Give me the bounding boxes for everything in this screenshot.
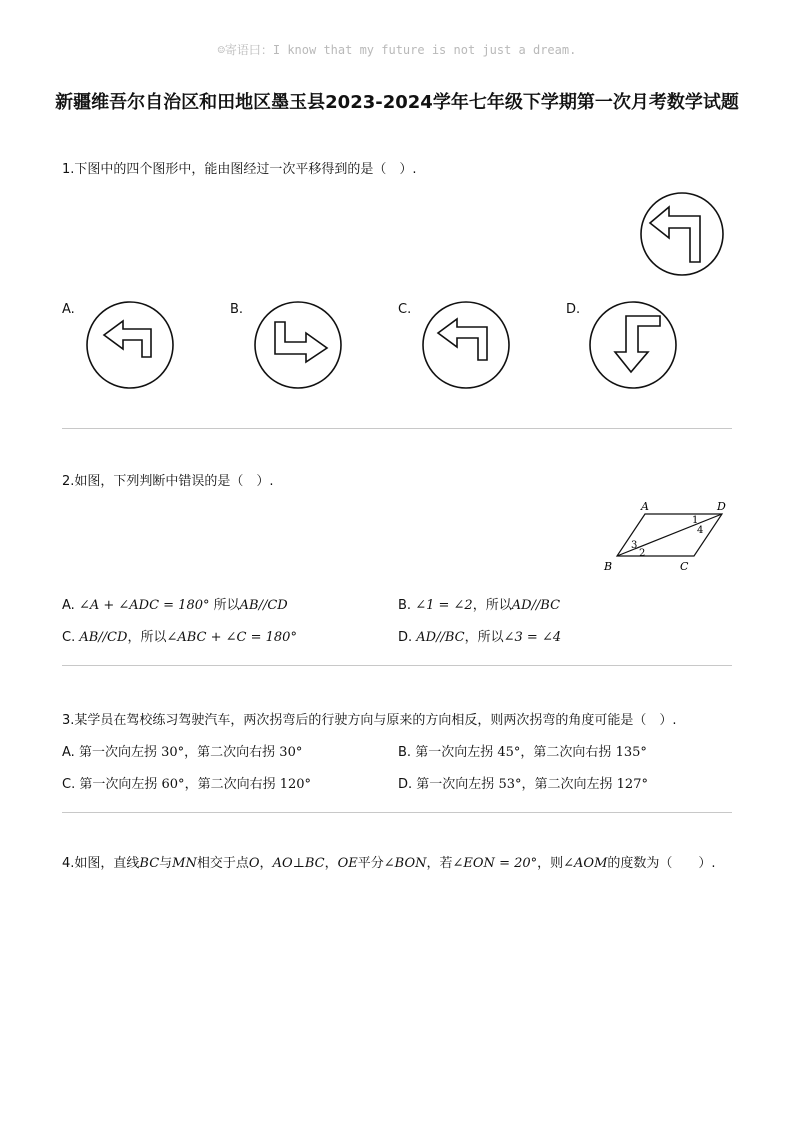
angle-value: 30°: [279, 745, 303, 760]
q2-option-b[interactable]: [398, 594, 560, 613]
q4-text: 相交于点: [196, 856, 249, 871]
q2-option-a[interactable]: [62, 594, 288, 613]
math-expression: AB//CD: [79, 630, 128, 645]
angle-value: 30°: [161, 745, 185, 760]
math-expression: ∠ABC + ∠C = 180°: [166, 630, 297, 645]
option-text: 第一次向左拐: [416, 777, 495, 792]
q3-option-d[interactable]: [398, 773, 648, 792]
option-text: ，所以: [472, 598, 512, 613]
q3-option-c[interactable]: [62, 773, 311, 792]
math-expression: AO⊥BC: [272, 856, 325, 871]
option-label: C.: [62, 630, 76, 645]
option-text: ，所以: [127, 630, 167, 645]
divider: [62, 428, 732, 429]
q4-text: ，: [324, 856, 338, 871]
math-expression: AD//BC: [511, 598, 561, 613]
option-text: 第一次向左拐: [78, 745, 157, 760]
point-c-label: C: [680, 560, 689, 573]
q4-stem: [62, 850, 738, 877]
option-label: A.: [62, 598, 75, 613]
q3-stem: 3.某学员在驾校练习驾驶汽车，两次拐弯后的行驶方向与原来的方向相反，则两次拐弯的角度可能是（ ）.: [62, 713, 677, 728]
math-expression: ∠AOM: [563, 856, 608, 871]
option-text: ，第二次向右拐: [184, 777, 276, 792]
math-expression: MN: [172, 856, 197, 871]
option-label: B.: [398, 598, 412, 613]
option-label: C.: [62, 777, 76, 792]
divider: [62, 665, 732, 666]
q2-option-d[interactable]: [398, 626, 561, 645]
angle-value: 60°: [161, 777, 185, 792]
arrow-turn-left-icon: [438, 319, 487, 360]
angle-value: 127°: [616, 777, 648, 792]
option-label: A.: [62, 745, 75, 760]
q1-option-c-label[interactable]: C.: [398, 302, 412, 317]
q1-reference-figure: [636, 192, 730, 276]
option-text: ，所以: [464, 630, 504, 645]
angle-value: 45°: [497, 745, 521, 760]
q2-option-c[interactable]: [62, 626, 297, 645]
q1-option-a-label[interactable]: A.: [62, 302, 75, 317]
option-text: ，第二次向右拐: [520, 745, 612, 760]
q1-option-c-figure[interactable]: [421, 300, 511, 390]
math-expression: ∠1 = ∠2: [415, 598, 473, 613]
angle-4-label: 4: [697, 525, 704, 536]
option-text: ，第二次向左拐: [521, 777, 613, 792]
q2-stem: 2.如图，下列判断中错误的是（ ）.: [62, 474, 274, 489]
angle-3-label: 3: [631, 540, 638, 551]
page-title: 新疆维吾尔自治区和田地区墨玉县2023-2024学年七年级下学期第一次月考数学试题: [55, 92, 739, 113]
q4-text: ，若: [426, 856, 453, 871]
option-label: B.: [398, 745, 412, 760]
q2-parallelogram-figure: [600, 498, 735, 576]
angle-value: 53°: [498, 777, 522, 792]
q3-option-b[interactable]: [398, 741, 647, 760]
math-expression: ∠A + ∠ADC = 180°: [78, 598, 210, 613]
option-text: 第一次向左拐: [415, 745, 494, 760]
option-label: D.: [398, 630, 413, 645]
angle-1-label: 1: [692, 515, 699, 526]
point-d-label: D: [717, 500, 726, 513]
q1-option-d-figure[interactable]: [588, 300, 678, 390]
math-expression: ∠3 = ∠4: [503, 630, 562, 645]
math-expression: O: [248, 856, 260, 871]
q4-text: 4.如图，直线: [62, 856, 140, 871]
option-label: D.: [398, 777, 413, 792]
q1-reference-circle: [641, 193, 723, 275]
q1-stem: 1.下图中的四个图形中，能由图经过一次平移得到的是（ ）.: [62, 162, 417, 177]
q4-text: 的度数为（ ）.: [607, 856, 716, 871]
page-watermark: ☺寄语曰：I know that my future is not just a dream.: [217, 43, 577, 57]
math-expression: BC: [139, 856, 160, 871]
q1-option-b-figure[interactable]: [253, 300, 343, 390]
math-expression: OE: [337, 856, 358, 871]
option-text: 第一次向左拐: [79, 777, 158, 792]
q4-text: 平分: [357, 856, 384, 871]
arrow-turn-left-icon: [104, 321, 151, 357]
option-text: ，第二次向右拐: [184, 745, 276, 760]
arrow-turn-left-icon: [650, 207, 700, 262]
arrow-turn-right-icon: [275, 322, 327, 362]
math-expression: AD//BC: [416, 630, 465, 645]
q3-option-a[interactable]: [62, 741, 302, 760]
angle-value: 135°: [615, 745, 647, 760]
math-expression: ∠EON = 20°: [452, 856, 538, 871]
q4-text: ，: [259, 856, 273, 871]
divider: [62, 812, 732, 813]
q4-text: ，则: [537, 856, 564, 871]
q1-option-b-label[interactable]: B.: [230, 302, 244, 317]
point-a-label: A: [641, 500, 649, 513]
q1-option-d-label[interactable]: D.: [566, 302, 581, 317]
math-expression: AB//CD: [239, 598, 288, 613]
angle-2-label: 2: [639, 548, 646, 559]
option-text: 所以: [213, 598, 240, 613]
q1-option-a-figure[interactable]: [85, 300, 175, 390]
q4-text: 与: [159, 856, 173, 871]
point-b-label: B: [604, 560, 613, 573]
math-expression: ∠BON: [383, 856, 427, 871]
angle-value: 120°: [279, 777, 312, 792]
arrow-turn-down-icon: [615, 316, 660, 372]
